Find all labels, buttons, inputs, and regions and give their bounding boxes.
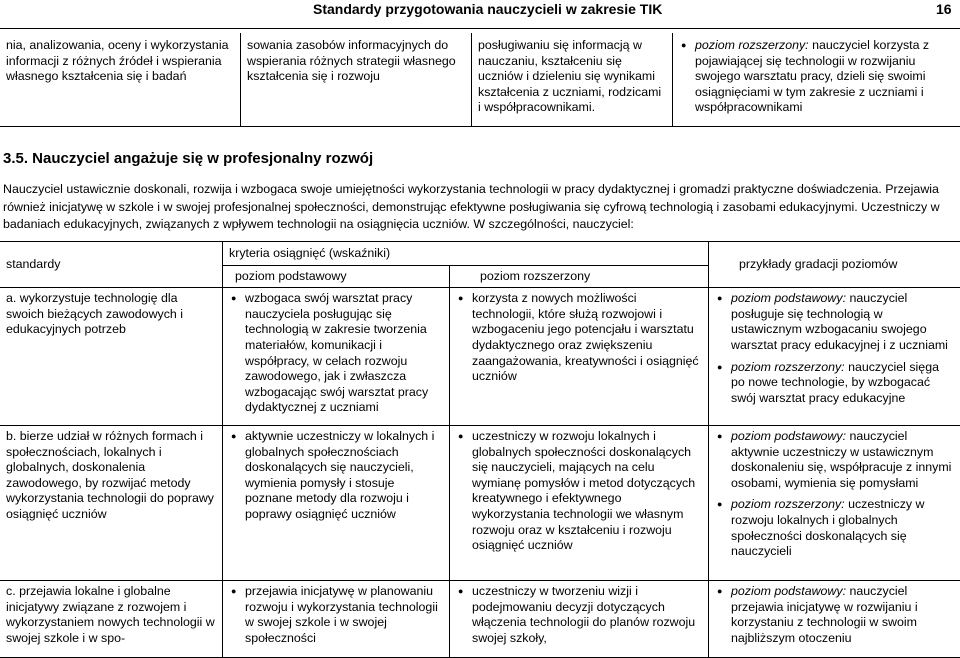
page-number: 16	[936, 1, 952, 17]
extended-cell: ● uczestniczy w rozwoju lokalnych i globalnych społeczności doskonalących się nauczycieli, mających na celu wymianę pomysłów i metod dotyczących kreatywnego i efektywnego wykorzystania technologii we własnym rozwoju oraz w kształceniu i rozwoju osiągnięć uczniów	[450, 425, 709, 580]
page-header	[0, 0, 960, 29]
examples-cell: ● poziom podstawowy: nauczyciel posługuje się technologią w ustawicznym wzbogacaniu swojego warsztat pracy edukacyjnej i z uczniami ● poziom rozszerzony: nauczyciel sięga po nowe technologie, by wzbogacać swój warsztat pracy edukacyjne	[709, 288, 960, 426]
standard-cell: a. wykorzystuje technologię dla swoich bieżących zawodowych i edukacyjnych potrzeb	[0, 288, 223, 426]
extended-cell: ● uczestniczy w tworzeniu wizji i podejmowaniu decyzji dotyczących włączenia technologii do planów rozwoju swojej szkoły,	[450, 580, 709, 657]
cont-cell-4: ● poziom rozszerzony: nauczyciel korzysta z pojawiającej się technologii w rozwijaniu swojego warsztatu pracy, dzieli się swoimi osiągnięciami w tym zakresie z uczniami i współpracownikami	[673, 33, 960, 126]
cont-cell-3: posługiwaniu się informacją w nauczaniu, kształceniu się uczniów i dzieleniu się wynikami kształcenia z uczniami, rodzicami i współpracownikami.	[472, 33, 673, 126]
standards-table	[0, 241, 960, 658]
col-head-examples: przykłady gradacji poziomów	[709, 242, 960, 288]
basic-cell: ● wzbogaca swój warsztat pracy nauczyciela posługując się technologią w zakresie tworzenia materiałów, komunikacji i współpracy, w celach rozwoju zawodowego, jak i zwłaszcza wzbogacając swój warsztat pracy dydaktycznej z uczniami	[223, 288, 450, 426]
cont-cell-1: nia, analizowania, oceny i wykorzystania informacji z różnych źródeł i wspierania własnego kształcenia się i badań	[0, 33, 241, 126]
col-head-extended: poziom rozszerzony	[450, 265, 709, 288]
basic-cell: ● przejawia inicjatywę w planowaniu rozwoju i wykorzystania technologii w swojej szkole i w swojej społeczności	[223, 580, 450, 657]
level-label: poziom rozszerzony:	[695, 38, 809, 52]
standard-cell: b. bierze udział w różnych formach i społecznościach, lokalnych i globalnych, doskonalenia zawodowego, by rozwijać metody wykorzystania technologii do poprawy osiągnięć uczniów	[0, 425, 223, 580]
examples-cell: ● poziom podstawowy: nauczyciel przejawia inicjatywę w rozwijaniu i korzystaniu z technologii w swoim najbliższym otoczeniu	[709, 580, 960, 657]
section-paragraph: Nauczyciel ustawicznie doskonali, rozwija i wzbogaca swoje umiejętności wykorzystania technologii w pracy dydaktycznej i gromadzi praktyczne doświadczenia. Przejawia również inicjatywę w szkole i w swojej profesjonalnej społeczności, demonstrując efektywne posługiwania się cyfrową technologią i zasobami edukacyjnymi. Uczestniczy w badaniach edukacyjnych, związanych z wpływem technologii na osiągnięcia uczniów. W szczególności, nauczyciel:	[3, 181, 955, 234]
standard-cell: c. przejawia lokalne i globalne inicjatywy związane z rozwojem i wykorzystaniem nowych technologii w swojej szkole i w spo-	[0, 580, 223, 657]
section-title: 3.5. Nauczyciel angażuje się w profesjonalny rozwój	[3, 150, 373, 167]
table-row	[0, 425, 960, 580]
examples-cell: ● poziom podstawowy: nauczyciel aktywnie uczestniczy w ustawicznym doskonaleniu się, współpracuje z innymi osobami, wymienia się pomysłami ● poziom rozszerzony: uczestniczy w rozwoju lokalnych i globalnych społeczności doskonalących się nauczycieli	[709, 425, 960, 580]
col-head-standards: standardy	[0, 242, 223, 288]
table-row	[0, 288, 960, 426]
col-head-basic: poziom podstawowy	[223, 265, 450, 288]
continued-table	[0, 33, 960, 127]
extended-cell: ● korzysta z nowych możliwości technologii, które służą rozwojowi i wzbogaceniu jego potencjału i warsztatu dydaktycznego oraz zwiększeniu zaangażowania, kreatywności i osiągnięć uczniów	[450, 288, 709, 426]
header-title: Standardy przygotowania nauczycieli w zakresie TIK	[313, 1, 662, 17]
cont-cell-2: sowania zasobów informacyjnych do wspierania różnych strategii własnego kształcenia się i rozwoju	[241, 33, 472, 126]
basic-cell: ● aktywnie uczestniczy w lokalnych i globalnych społecznościach doskonalących się nauczycieli, wymienia pomysły i stosuje poznane metody dla rozwoju i poprawy osiągnięć uczniów	[223, 425, 450, 580]
col-head-criteria: kryteria osiągnięć (wskaźniki)	[223, 242, 709, 266]
table-row	[0, 580, 960, 657]
